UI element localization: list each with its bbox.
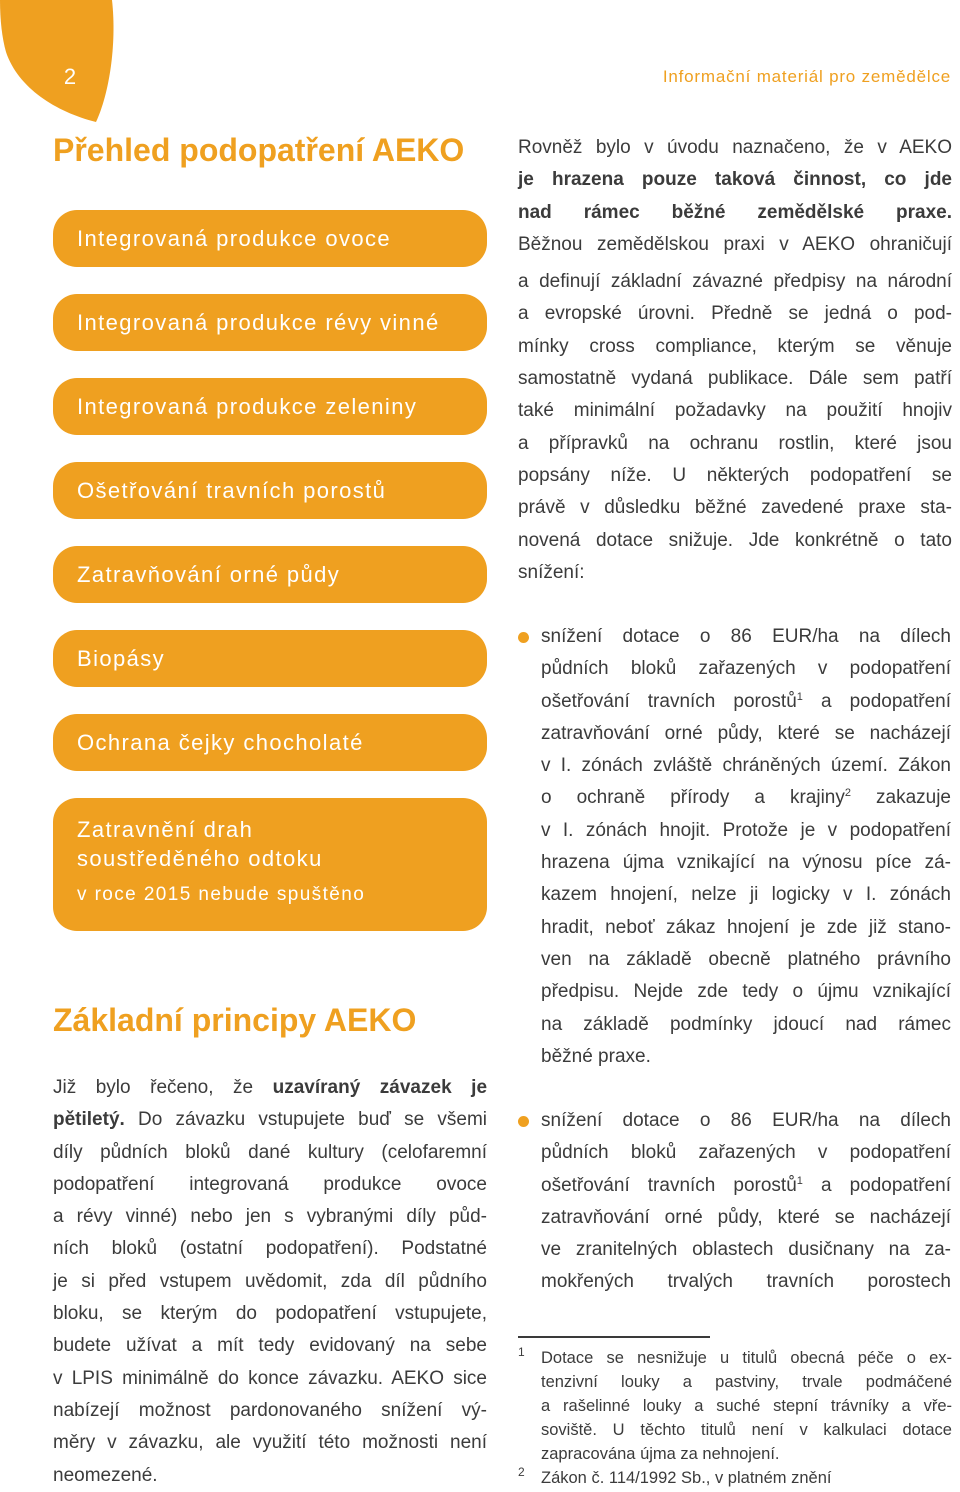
- paragraph-line: právě v důsledku běžné zavedené praxe sta-: [518, 497, 952, 519]
- text-run: o ochraně přírody a krajiny: [541, 787, 845, 809]
- emphasis-text: pětiletý.: [53, 1109, 125, 1131]
- paragraph-line: Rovněž bylo v úvodu naznačeno, že v AEKO: [518, 137, 952, 158]
- paragraph-line: popsány níže. U některých podopatření se: [518, 464, 952, 486]
- footnote-number: 2: [518, 1465, 525, 1479]
- footnote-reference: 1: [796, 690, 803, 703]
- pending-measure-box: [53, 798, 487, 931]
- paragraph-line: snížení dotace o 86 EUR/ha na dílech: [541, 626, 951, 647]
- measure-label: Integrovaná produkce zeleniny: [77, 394, 418, 419]
- paragraph-line: a révy vinné) nebo jen s vybranými díly půd-: [53, 1206, 487, 1228]
- emphasis-text: uzavíraný závazek je: [272, 1077, 488, 1098]
- footnote-reference: 1: [796, 1174, 803, 1187]
- footnote-line: Zákon č. 114/1992 Sb., v platném znění: [541, 1469, 832, 1487]
- paragraph-line: nabízejí možnost pardonovaného snížení vý-: [53, 1399, 487, 1421]
- text-run: a podopatření: [802, 690, 951, 712]
- paragraph-line: v I. zónách zvláště chráněných území. Zákon: [541, 755, 951, 777]
- text-run: ošetřování travních porostů: [541, 690, 797, 712]
- paragraph-line: na základě podmínky jdoucí nad rámec: [541, 1013, 951, 1035]
- footnote-line: Dotace se nesnižuje u titulů obecná péče o ex-: [541, 1349, 952, 1367]
- paragraph-line: půdních bloků zařazených v podopatření: [541, 1142, 951, 1164]
- paragraph-line: [541, 686, 951, 718]
- paragraph-line: běžné praxe.: [541, 1045, 651, 1067]
- measure-label: Zatravňování orné půdy: [77, 562, 341, 587]
- bullet-icon: [518, 1116, 529, 1127]
- principles-paragraph: [53, 1072, 487, 1492]
- paragraph-line: [53, 1072, 487, 1104]
- text-run: Již bylo řečeno, že: [53, 1077, 273, 1098]
- paragraph-line: [541, 1170, 951, 1202]
- footnote-line: soviště. U těchto titulů není v kalkulaci dotace: [541, 1421, 952, 1439]
- paragraph-line: [53, 1104, 487, 1136]
- paragraph-line: [541, 782, 951, 814]
- overview-title: Přehled podopatření AEKO: [53, 132, 465, 168]
- measure-label: Ošetřování travních porostů: [77, 478, 387, 503]
- paragraph-line: předpisu. Nejde zde tedy o újmu vznikající: [541, 981, 951, 1003]
- measure-label: Biopásy: [77, 646, 166, 671]
- measure-box: [53, 630, 487, 687]
- paragraph-line: budete užívat a mít tedy evidovaný na sebe: [53, 1335, 487, 1357]
- paragraph-line: ven na základě obecně platného právního: [541, 948, 951, 970]
- paragraph-line: mokřených trvalých travních porostech: [541, 1271, 951, 1293]
- bullet-icon: [518, 632, 529, 643]
- paragraph-line: ve zranitelných oblastech dusičnany na za-: [541, 1239, 951, 1261]
- paragraph-line: také minimální požadavky na použití hnojiv: [518, 400, 952, 422]
- paragraph-line: a evropské úrovni. Předně se jedná o pod-: [518, 303, 952, 325]
- measure-box: [53, 294, 487, 351]
- footnote: [541, 1466, 952, 1490]
- paragraph-line: bloku, se kterým do podopatření vstupujete,: [53, 1303, 487, 1325]
- paragraph-line: novená dotace snižuje. Jde konkrétně o tato: [518, 529, 952, 551]
- principles-title: Základní principy AEKO: [53, 1002, 417, 1038]
- paragraph-line: díly půdních bloků dané kultury (celofaremní: [53, 1141, 487, 1163]
- pending-measure-note: v roce 2015 nebude spuštěno: [77, 884, 366, 905]
- footnote-reference: 2: [844, 787, 851, 800]
- text-run: zakazuje: [851, 787, 951, 809]
- paragraph-line: podopatření integrovaná produkce ovoce: [53, 1173, 487, 1195]
- paragraph-line: snížení:: [518, 561, 585, 583]
- footnote-line: a rašelinné louky a suché stepní trávníky a vře-: [541, 1397, 952, 1415]
- intro-paragraph: [518, 132, 952, 589]
- paragraph-line: mínky cross compliance, kterým se věnuje: [518, 335, 952, 357]
- measure-box: [53, 378, 487, 435]
- measure-box: [53, 714, 487, 771]
- paragraph-line: a definují základní závazné předpisy na národní: [518, 271, 952, 293]
- emphasis-line: nad rámec běžné zemědělské praxe.: [518, 201, 952, 223]
- paragraph-line: v I. zónách hnojit. Protože je v podopatření: [541, 819, 951, 841]
- paragraph-line: v LPIS minimálně do konce závazku. AEKO sice: [53, 1367, 487, 1389]
- measure-label: Integrovaná produkce ovoce: [77, 226, 392, 251]
- paragraph-line: a přípravků na ochranu rostlin, které jsou: [518, 432, 952, 454]
- measure-box: [53, 546, 487, 603]
- paragraph-line: neomezené.: [53, 1464, 158, 1486]
- paragraph-line: půdních bloků zařazených v podopatření: [541, 658, 951, 680]
- paragraph-line: ních bloků (ostatní podopatření). Podstatné: [53, 1238, 487, 1260]
- measure-box: [53, 210, 487, 267]
- text-run: Do závazku vstupujete buď se všemi: [124, 1109, 487, 1131]
- emphasis-line: je hrazena pouze taková činnost, co jde: [518, 169, 952, 191]
- footnote-line: tenzivní louky a pastviny, trvale podmáčené: [541, 1373, 952, 1391]
- measure-label: Integrovaná produkce révy vinné: [77, 310, 440, 335]
- footnote: [541, 1346, 952, 1466]
- text-run: ošetřování travních porostů: [541, 1174, 797, 1196]
- paragraph-line: snížení dotace o 86 EUR/ha na dílech: [541, 1110, 951, 1131]
- measure-box: [53, 462, 487, 519]
- paragraph-line: hrazena újma vznikající na výnosu píce zá-: [541, 852, 951, 874]
- paragraph-line: Běžnou zemědělskou praxi v AEKO ohraničují: [518, 233, 952, 255]
- paragraph-line: měry v závazku, ale využití této možnosti není: [53, 1432, 487, 1454]
- reduction-item: [541, 621, 951, 1073]
- page-number: 2: [63, 64, 77, 89]
- text-run: a podopatření: [802, 1174, 951, 1196]
- pending-measure-title: soustředěného odtoku: [77, 846, 323, 871]
- paragraph-line: samostatně vydaná publikace. Dále sem patří: [518, 368, 952, 390]
- footnote-line: zapracována újma za nehnojení.: [541, 1445, 780, 1463]
- publication-label: Informační materiál pro zemědělce: [662, 67, 951, 86]
- reduction-item: [541, 1105, 951, 1299]
- measure-label: Ochrana čejky chocholaté: [77, 730, 364, 755]
- paragraph-line: kazem hnojení, nelze ji logicky v I. zónách: [541, 884, 951, 906]
- paragraph-line: zatravňování orné půdy, které se nacházejí: [541, 1206, 951, 1228]
- footnote-divider: [518, 1336, 710, 1338]
- pending-measure-title: Zatravnění drah: [77, 817, 254, 842]
- paragraph-line: hradit, neboť zákaz hnojení je zde již stano-: [541, 916, 951, 938]
- paragraph-line: je si před vstupem uvědomit, zda díl půdního: [53, 1270, 487, 1292]
- footnote-number: 1: [518, 1345, 525, 1359]
- paragraph-line: zatravňování orné půdy, které se nacházejí: [541, 722, 951, 744]
